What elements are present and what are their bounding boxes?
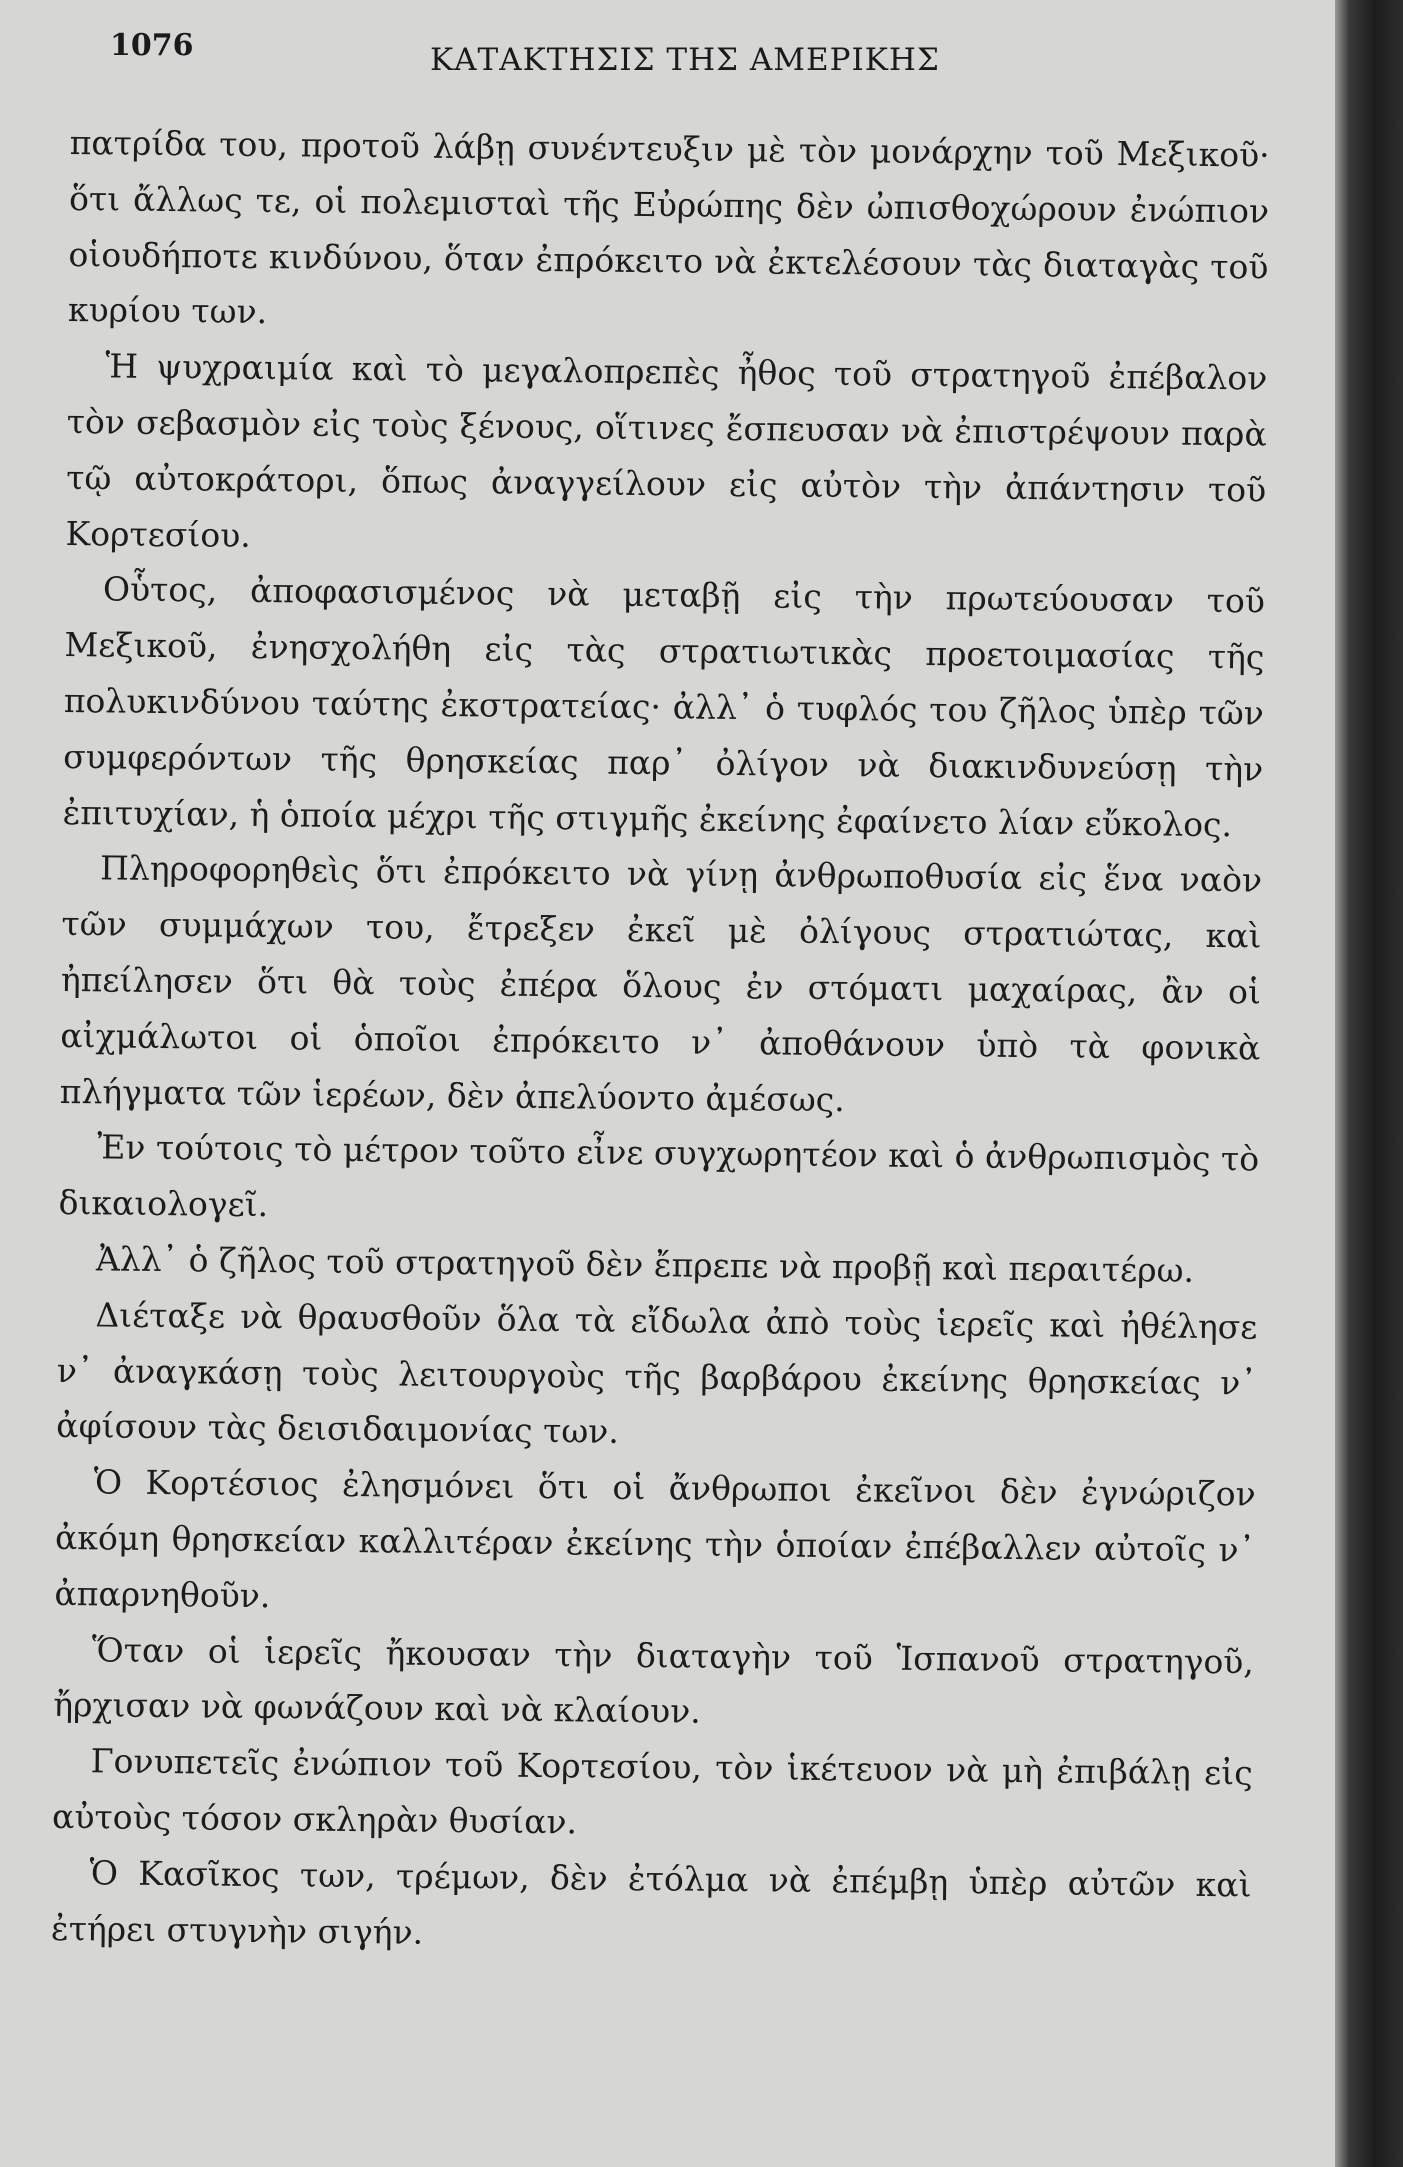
running-head: ΚΑΤΑΚΤΗΣΙΣ ΤΗΣ ΑΜΕΡΙΚΗΣ — [430, 42, 940, 78]
paragraph: Ὁ Κορτέσιος ἐλησμόνει ὅτι οἱ ἄνθρωποι ἐκεῖνοι δὲν ἐγνώριζον ἀκόμη θρησκείαν καλλιτέραν ἐκείνης τὴν ὁποίαν ἐπέβαλλεν αὐτοῖς ν᾽ ἀπαρνηθοῦν. — [54, 1462, 1256, 1615]
page-header — [70, 22, 1270, 82]
page-number: 1076 — [110, 28, 194, 63]
paragraph: Ἐν τούτοις τὸ μέτρον τοῦτο εἶνε συγχωρητέον καὶ ὁ ἀνθρωπισμὸς τὸ δικαιολογεῖ. — [58, 1127, 1260, 1225]
body-text — [51, 115, 1270, 1969]
paragraph: Ὁ Κασῖκος των, τρέμων, δὲν ἐτόλμα νὰ ἐπέμβῃ ὑπὲρ αὐτῶν καὶ ἐτήρει στυγνὴν σιγήν. — [50, 1853, 1252, 1952]
paragraph: Οὗτος, ἀποφασισμένος νὰ μεταβῇ εἰς τὴν πρωτεύουσαν τοῦ Μεξικοῦ, ἐνησχολήθη εἰς τὰς στρατιωτικὰς προετοιμασίας τῆς πολυκινδύνου ταύτης ἐκστρατείας· ἀλλ᾽ ὁ τυφλός του ζῆλος ὑπὲρ τῶν συμφερόντων τῆς θρησκείας παρ᾽ ὀλίγον νὰ διακινδυνεύσῃ τὴν ἐπιτυχίαν, ἡ ὁποία μέχρι τῆς στιγμῆς ἐκείνης ἐφαίνετο λίαν εὔκολος. — [62, 569, 1266, 844]
paragraph: Ἀλλ᾽ ὁ ζῆλος τοῦ στρατηγοῦ δὲν ἔπρεπε νὰ προβῇ καὶ περαιτέρω. — [95, 1239, 1195, 1290]
paragraph: πατρίδα του, προτοῦ λάβῃ συνέντευξιν μὲ τὸν μονάρχην τοῦ Μεξικοῦ· ὅτι ἄλλως τε, οἱ πολεμισταὶ τῆς Εὐρώπης δὲν ὠπισθοχώρουν ἐνώπιον οἱουδήποτε κινδύνου, ὅταν ἐπρόκειτο νὰ ἐκτελέσουν τὰς διαταγὰς τοῦ κυρίου των. — [67, 122, 1270, 332]
paragraph: Γονυπετεῖς ἐνώπιον τοῦ Κορτεσίου, τὸν ἱκέτευον νὰ μὴ ἐπιβάλῃ εἰς αὐτοὺς τόσον σκληρὰν θυσίαν. — [51, 1741, 1253, 1842]
paragraph: Διέταξε νὰ θραυσθοῦν ὅλα τὰ εἴδωλα ἀπὸ τοὺς ἱερεῖς καὶ ἠθέλησε ν᾽ ἀναγκάσῃ τοὺς λειτουργοὺς τῆς βαρβάρου ἐκείνης θρησκείας ν᾽ ἀφίσουν τὰς δεισιδαιμονίας των. — [56, 1295, 1258, 1452]
book-gutter-shadow — [1335, 0, 1403, 2167]
paragraph: Ἡ ψυχραιμία καὶ τὸ μεγαλοπρεπὲς ἦθος τοῦ στρατηγοῦ ἐπέβαλον τὸν σεβασμὸν εἰς τοὺς ξένους, οἵτινες ἔσπευσαν νὰ ἐπιστρέψουν παρὰ τῷ αὐτοκράτορι, ὅπως ἀναγγείλουν εἰς αὐτὸν τὴν ἀπάντησιν τοῦ Κορτεσίου. — [65, 346, 1268, 555]
paragraph: Πληροφορηθεὶς ὅτι ἐπρόκειτο νὰ γίνῃ ἀνθρωποθυσία εἰς ἕνα ναὸν τῶν συμμάχων του, ἔτρεξεν ἐκεῖ μὲ ὀλίγους στρατιώτας, καὶ ἠπείλησεν ὅτι θὰ τοὺς ἐπέρα ὅλους ἐν στόματι μαχαίρας, ἂν οἱ αἰχμάλωτοι οἱ ὁποῖοι ἐπρόκειτο ν᾽ ἀποθάνουν ὑπὸ τὰ φονικὰ πλήγματα τῶν ἱερέων, δὲν ἀπελύοντο ἀμέσως. — [59, 848, 1263, 1119]
paragraph: Ὅταν οἱ ἱερεῖς ἤκουσαν τὴν διαταγὴν τοῦ Ἱσπανοῦ στρατηγοῦ, ἤρχισαν νὰ φωνάζουν καὶ νὰ κλαίουν. — [53, 1629, 1255, 1732]
